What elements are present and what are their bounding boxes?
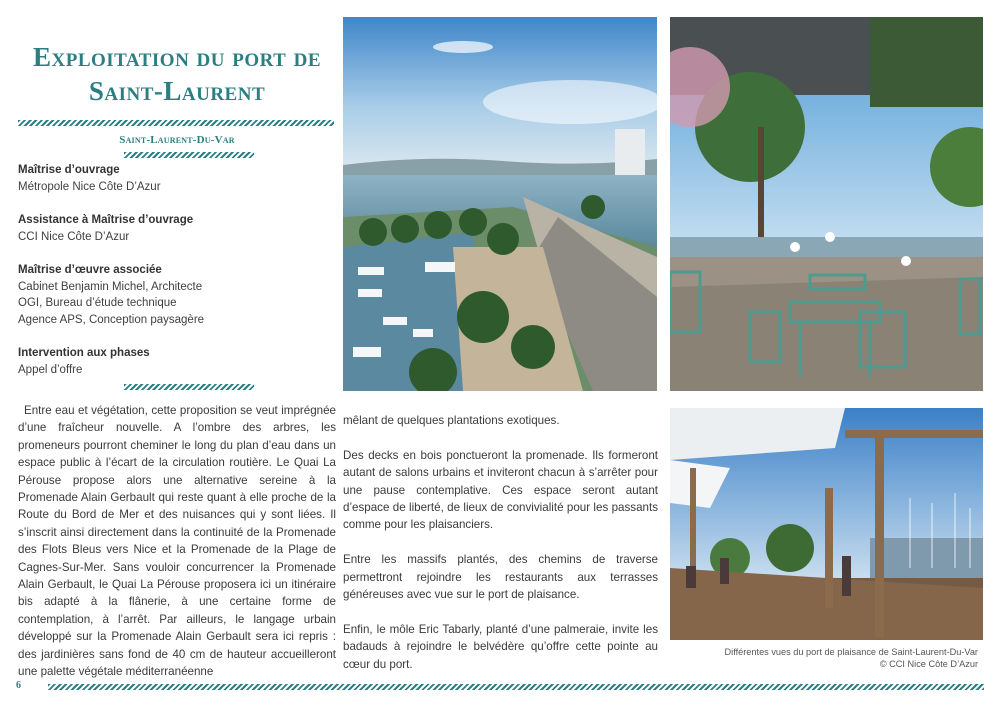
body-paragraph: Entre eau et végétation, cette proposition se veut imprégnée d’une fraîcheur nouvelle. A l’ombre des arbres, les promeneurs pourront cheminer le long du plan d’eau dans un espace public à l’écart de la circulation routière. Le Quai La Pérouse propose alors une alternative sereine à la Promenade Alain Gerbault qui reste quant à elle proche de la Route du Bord de Mer et des nuisances qui y sont liées. Il s’inscrit ainsi directement dans la continuité de la Promenade des Flots Bleus vers Nice et la Promenade de la Plage de Cagnes-Sur-Mer. Sans vouloir concurrencer la Promenade Alain Gerbault, le Quai La Pérouse proposera ici un itinéraire bis adapté à la flânerie, à une certaine forme de contemplation, à l’arrêt. Par ailleurs, le langage urbain développé sur la Promenade Alain Gerbault sera ici repris : des jardinières sans fond de 40 cm de hauteur accueilleront une palette végétale méditerranéenne — [18, 404, 336, 679]
body-paragraph: Enfin, le môle Eric Tabarly, planté d’une palmeraie, invite les badauds à rejoindre le belvédère qu’offre cette pointe au cœur du port. — [343, 622, 658, 671]
body-paragraph: Des decks en bois ponctueront la promenade. Ils formeront autant de salons urbains et inviteront chacun à s’arrêter pour une pause contemplative. Ces espace seront autant d’espace de liberté, de lieux de convivialité pour les passants comme pour les plaisanciers. — [343, 448, 658, 532]
caption-line: Différentes vues du port de plaisance de Saint-Laurent-Du-Var — [724, 647, 978, 657]
footer-divider — [48, 684, 984, 690]
credit-value: Cabinet Benjamin Michel, Architecte — [18, 280, 203, 293]
credit-label: Intervention aux phases — [18, 347, 150, 359]
credit-value: Métropole Nice Côte D’Azur — [18, 180, 161, 193]
title-line-2: Saint-Laurent — [88, 76, 266, 106]
terrace-photo — [670, 17, 983, 391]
credit-value: Appel d’offre — [18, 363, 83, 376]
title-divider — [18, 120, 334, 126]
project-credits — [18, 162, 336, 395]
page-title — [18, 40, 336, 108]
credit-design-team — [18, 262, 336, 328]
body-column-2 — [343, 412, 658, 690]
credit-owner — [18, 162, 336, 195]
photo-caption — [672, 646, 978, 670]
credit-phases — [18, 345, 336, 378]
page-number: 6 — [16, 680, 21, 691]
credit-label: Assistance à Maîtrise d’ouvrage — [18, 214, 194, 226]
body-column-1 — [18, 402, 336, 698]
credit-assistance — [18, 212, 336, 245]
credit-value: OGI, Bureau d’étude technique — [18, 297, 177, 309]
credit-value: Agence APS, Conception paysagère — [18, 313, 205, 326]
marina-aerial-photo — [343, 17, 657, 391]
subtitle-divider — [124, 152, 254, 158]
credit-value: CCI Nice Côte D’Azur — [18, 230, 130, 243]
caption-credit: © CCI Nice Côte D’Azur — [879, 659, 978, 669]
body-paragraph: Entre les massifs plantés, des chemins de traverse permettront rejoindre les restaurants aux terrasses généreuses avec vue sur le port de plaisance. — [343, 553, 658, 602]
credits-divider — [124, 384, 254, 390]
deck-photo — [670, 408, 983, 640]
credit-label: Maîtrise d’ouvrage — [18, 164, 120, 176]
body-paragraph: mêlant de quelques plantations exotiques. — [343, 414, 560, 427]
credit-label: Maîtrise d’œuvre associée — [18, 264, 162, 276]
title-line-1: Exploitation du port de — [32, 42, 322, 72]
location-subtitle: Saint-Laurent-Du-Var — [119, 134, 235, 146]
